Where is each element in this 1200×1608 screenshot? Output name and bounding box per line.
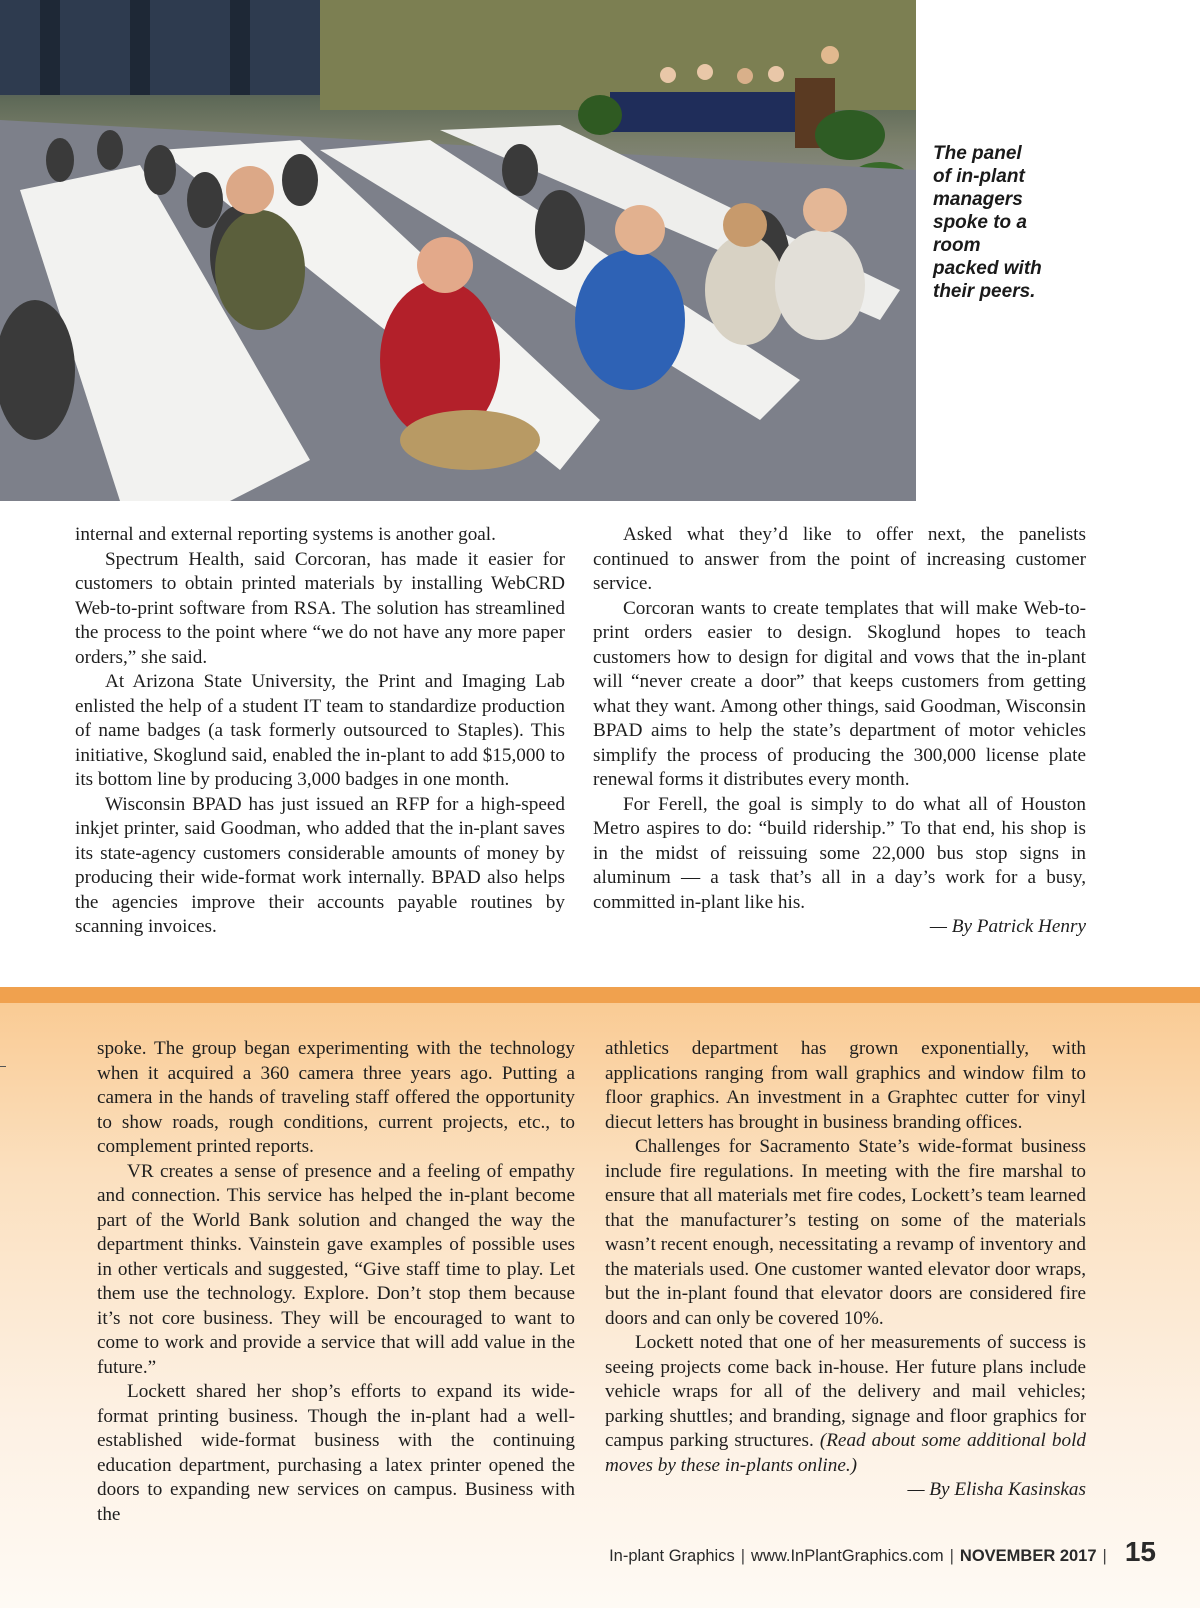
footer-separator: | (740, 1547, 746, 1565)
read-more-note: (Read about some additional bold moves by these in-plants online.) (605, 1430, 1087, 1476)
paragraph: VR creates a sense of presence and a feeling of empathy and connection. This service has helped the in-plant become part of the World Bank solution and changed the way the department thinks. Vainstein gave examples of possible uses in other verticals and suggested, “Give staff time to play. Let them use the technology. Explore. Don’t stop them because it’s not core business. They will be encouraged to want to come to work and provide a service that will add value in the future.” (97, 1160, 575, 1378)
publication-name: In-plant Graphics (609, 1547, 735, 1565)
website-link[interactable]: www.InPlantGraphics.com (751, 1547, 944, 1565)
paragraph: athletics department has grown exponentially, with applications ranging from wall graphics and window film to floor graphics. An investment in a Graphtec cutter for vinyl diecut letters has brought in business branding offices. (605, 1038, 1086, 1133)
paragraph: Wisconsin BPAD has just issued an RFP for a high-speed inkjet printer, said Goodman, who added that the in-plant saves its state-agency customers considerable amounts of money by producing their wide-format work internally. BPAD also helps the agencies improve their accounts payable routines by scanning invoices. (75, 793, 565, 937)
paragraph: Corcoran wants to create templates that will make Web-to-print orders easier to design. Skoglund hopes to teach customers how to design for digital and vows that the in-plant will “never create a door” that keeps customers from getting what they want. Among other things, said Goodman, Wisconsin BPAD aims to help the state’s department of motor vehicles simplify the process of producing the 300,000 license plate renewal forms it distributes every month. (593, 597, 1086, 790)
band-divider (0, 987, 1200, 1003)
conference-photo (0, 0, 916, 501)
footer-separator: | (1102, 1547, 1107, 1565)
footer-separator: | (949, 1547, 954, 1565)
byline: — By Patrick Henry (929, 916, 1086, 937)
paragraph: Challenges for Sacramento State’s wide-format business include fire regulations. In meeting with the fire marshal to ensure that all materials met fire codes, Lockett’s team learned that the manufacturer’s testing on some of the materials wasn’t recent enough, necessitating a revamp of inventory and the materials used. One customer wanted elevator door wraps, but the in-plant found that elevator doors are considered fire doors and can only be covered 10%. (605, 1136, 1086, 1329)
paragraph-text: Lockett noted that one of her measurements of success is seeing projects come back in-house. Her future plans include vehicle wraps for all of the delivery and mail vehicles; parking shuttles; and branding, signage and floor graphics for campus parking structures. (605, 1332, 1086, 1451)
article-top-left-column (75, 523, 565, 940)
paragraph: Spectrum Health, said Corcoran, has made it easier for customers to obtain printed materials by installing WebCRD Web-to-print software from RSA. The solution has streamlined the process to the point where “we do not have any more paper orders,” she said. (75, 548, 565, 668)
issue-date: NOVEMBER 2017 (959, 1547, 1097, 1565)
article-bottom-right-column (605, 1037, 1086, 1503)
article-bottom-left-column (97, 1037, 575, 1527)
paragraph: For Ferell, the goal is simply to do what all of Houston Metro aspires to do: “build ridership.” To that end, his shop is in the midst of reissuing some 22,000 bus stop signs in aluminum — a task that’s all in a day’s work for a busy, committed in-plant like his. (593, 793, 1086, 913)
margin-tick (0, 1066, 6, 1067)
paragraph: At Arizona State University, the Print and Imaging Lab enlisted the help of a student IT team to standardize production of name badges (a task formerly outsourced to Staples). This initiative, Skoglund said, enabled the in-plant to add $15,000 to its bottom line by producing 3,000 badges in one month. (75, 671, 565, 790)
conference-photo-illustration (0, 0, 916, 501)
paragraph: Lockett shared her shop’s efforts to expand its wide-format printing business. Though the in-plant had a well-established wide-format business with the continuing education department, purchasing a latex printer opened the doors to expanding new services on campus. Business with the (97, 1381, 575, 1525)
article-top-right-column (593, 523, 1086, 940)
paragraph: spoke. The group began experimenting with the technology when it acquired a 360 camera three years ago. Putting a camera in the hands of traveling staff offered the opportunity to show roads, rough conditions, current projects, etc., to complement printed reports. (97, 1038, 575, 1157)
page-number: 15 (1124, 1536, 1156, 1567)
photo-caption: The panel of in-plant managers spoke to a room packed with their peers. (933, 143, 1042, 302)
paragraph: Asked what they’d like to offer next, the panelists continued to answer from the point of increasing customer service. (593, 524, 1086, 594)
byline: — By Elisha Kasinskas (907, 1479, 1086, 1500)
paragraph (605, 1331, 1086, 1478)
paragraph: internal and external reporting systems is another goal. (75, 524, 496, 545)
page-footer (609, 1536, 1156, 1576)
